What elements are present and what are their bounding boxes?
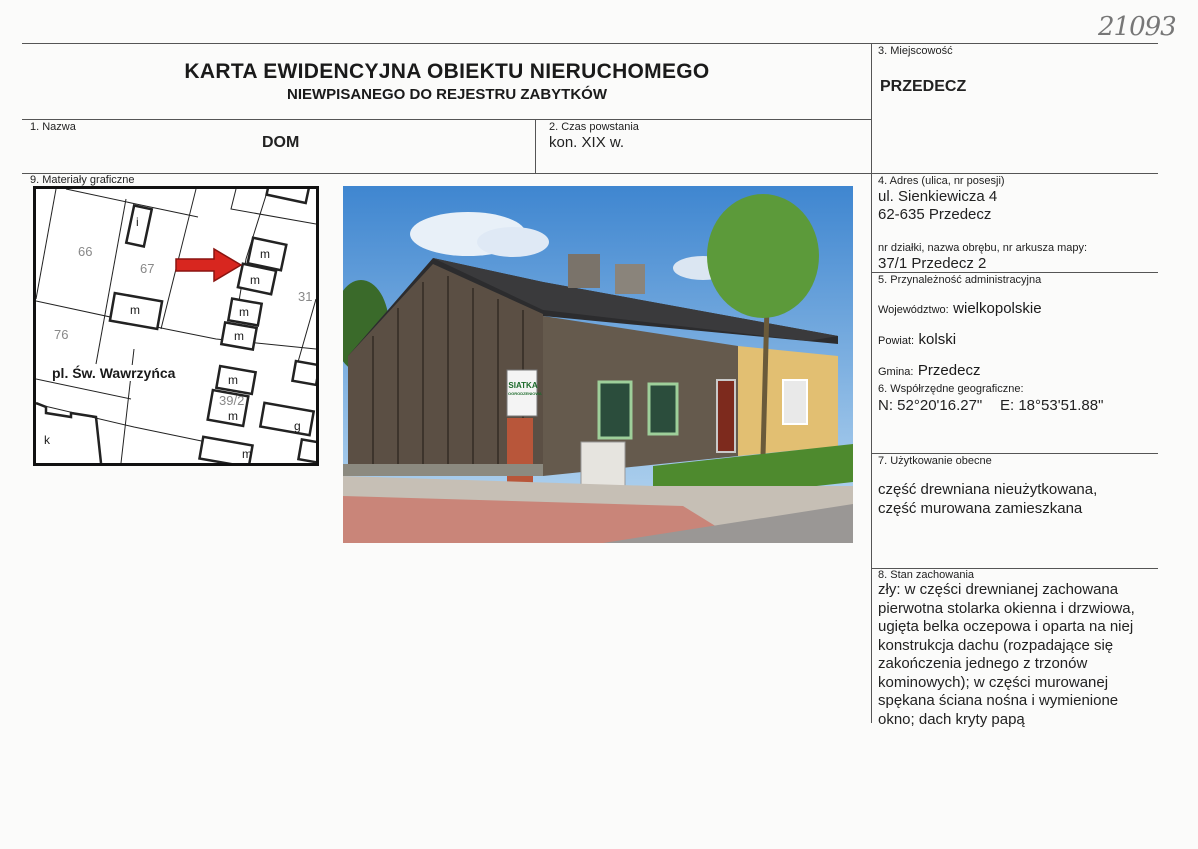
wojewodztwo-value: wielkopolskie bbox=[953, 300, 1042, 317]
parcel-boundary bbox=[96, 199, 126, 364]
building-outline bbox=[260, 403, 313, 435]
building-outline bbox=[292, 361, 316, 385]
tree-crown bbox=[707, 194, 819, 318]
adres-line1: ul. Sienkiewicza 4 bbox=[878, 188, 998, 205]
stan-line: okno; dach kryty papą bbox=[878, 710, 1025, 728]
stan-line: zły: w części drewnianej zachowana bbox=[878, 581, 1119, 598]
utility-box bbox=[581, 442, 625, 490]
stan-text bbox=[878, 581, 1135, 729]
cloud bbox=[477, 227, 549, 257]
building-letter: m bbox=[242, 447, 252, 461]
building-letter: m bbox=[260, 247, 270, 261]
house-photo-drawing bbox=[343, 186, 853, 543]
parcel-number: 66 bbox=[78, 244, 93, 259]
uzytkowanie-text bbox=[878, 481, 1097, 518]
parcel-boundary bbox=[36, 379, 131, 399]
uzytkowanie-line: część murowana zamieszkana bbox=[878, 499, 1083, 517]
dzialka-label: nr działki, nazwa obrębu, nr arkusza mapy: bbox=[878, 242, 1088, 254]
building-outline bbox=[298, 439, 316, 462]
location-arrow bbox=[176, 249, 241, 281]
chimney bbox=[568, 254, 600, 288]
house-photo bbox=[343, 186, 853, 543]
parcel-number: 31 bbox=[298, 289, 313, 304]
rule-4 bbox=[872, 173, 1158, 174]
window bbox=[599, 382, 631, 438]
building-letter: m bbox=[234, 329, 244, 343]
door bbox=[717, 380, 735, 452]
adres-label: 4. Adres (ulica, nr posesji) bbox=[878, 175, 1005, 187]
gmina-label: Gmina: bbox=[878, 366, 914, 378]
building-letter: i bbox=[136, 215, 139, 229]
rule-7 bbox=[872, 453, 1158, 454]
miejscowosc-label: 3. Miejscowość bbox=[878, 45, 953, 57]
gmina-value: Przedecz bbox=[917, 362, 981, 379]
wojewodztwo-row bbox=[878, 300, 1042, 318]
stan-line: kominowych); w części murowanej bbox=[878, 673, 1109, 691]
stan-line: konstrukcja dachu (rozpadające się bbox=[878, 636, 1114, 654]
dzialka-value: 37/1 Przedecz 2 bbox=[878, 255, 987, 272]
parcel-number: 39/2 bbox=[219, 393, 245, 408]
przynaleznosc-label: 5. Przynależność administracyjna bbox=[878, 274, 1042, 286]
window bbox=[649, 384, 677, 434]
building-outline bbox=[267, 189, 310, 203]
rule-5 bbox=[872, 272, 1158, 273]
parcel-number: 76 bbox=[54, 327, 69, 342]
map-drawing bbox=[36, 189, 316, 463]
stan-line: zakończenia jednego z trzonów bbox=[878, 655, 1088, 672]
chimney bbox=[615, 264, 645, 294]
parcel-number: 67 bbox=[140, 261, 155, 276]
adres-line2: 62-635 Przedecz bbox=[878, 206, 992, 223]
window bbox=[783, 380, 807, 424]
building-letter: m bbox=[228, 373, 238, 387]
building-letter: m bbox=[239, 305, 249, 319]
title-rule bbox=[22, 119, 872, 120]
building-letter: m bbox=[250, 273, 260, 287]
stan-line: pierwotna stolarka okienna i drzwiowa, bbox=[878, 599, 1135, 617]
parcel-boundary bbox=[36, 189, 56, 299]
fence-base bbox=[343, 464, 543, 476]
stan-line: spękana ściana nośna i wymienione bbox=[878, 692, 1119, 709]
building-outline bbox=[126, 206, 152, 247]
parcel-boundary bbox=[36, 301, 316, 349]
sign-line2: OGRODZENIOWA bbox=[508, 391, 542, 396]
name-rule bbox=[22, 173, 872, 174]
wojewodztwo-label: Województwo: bbox=[878, 304, 949, 316]
czas-label: 2. Czas powstania bbox=[549, 121, 639, 133]
stan-line: ugięta belka oczepowa i oparta na niej bbox=[878, 618, 1134, 635]
nazwa-value: DOM bbox=[262, 134, 300, 151]
cadastral-map bbox=[33, 186, 319, 466]
handwritten-number: 21093 bbox=[1098, 12, 1176, 42]
building-letter: m bbox=[130, 303, 140, 317]
materialy-label: 9. Materiały graficzne bbox=[30, 174, 135, 186]
document-subtitle: NIEWPISANEGO DO REJESTRU ZABYTKÓW bbox=[286, 86, 608, 103]
building-letter: m bbox=[228, 409, 238, 423]
coord-east: E: 18°53'51.88" bbox=[1000, 397, 1104, 414]
czas-value: kon. XIX w. bbox=[549, 134, 625, 151]
sign-line1: SIATKA bbox=[508, 381, 538, 390]
uzytkowanie-line: część drewniana nieużytkowana, bbox=[878, 481, 1098, 498]
wspolrzedne-label: 6. Współrzędne geograficzne: bbox=[878, 383, 1024, 395]
powiat-row bbox=[878, 331, 956, 349]
name-divider bbox=[535, 119, 536, 173]
brick-pillar bbox=[507, 418, 533, 490]
street-name: pl. Św. Wawrzyńca bbox=[52, 365, 176, 381]
top-rule bbox=[22, 43, 1158, 44]
stan-label: 8. Stan zachowania bbox=[878, 569, 975, 581]
parcel-boundary bbox=[36, 404, 216, 444]
miejscowosc-value: PRZEDECZ bbox=[880, 78, 967, 95]
uzytkowanie-label: 7. Użytkowanie obecne bbox=[878, 455, 992, 467]
gmina-row bbox=[878, 362, 980, 380]
building-letter: k bbox=[44, 433, 50, 447]
building-letter: g bbox=[294, 419, 301, 433]
document-title: KARTA EWIDENCYJNA OBIEKTU NIERUCHOMEGO bbox=[184, 60, 710, 83]
powiat-value: kolski bbox=[918, 331, 957, 348]
parcel-boundary bbox=[296, 299, 316, 369]
right-column-divider bbox=[871, 43, 872, 723]
sign-text bbox=[508, 381, 542, 397]
nazwa-label: 1. Nazwa bbox=[30, 121, 76, 133]
powiat-label: Powiat: bbox=[878, 335, 915, 347]
coord-north: N: 52°20'16.27" bbox=[878, 397, 983, 414]
